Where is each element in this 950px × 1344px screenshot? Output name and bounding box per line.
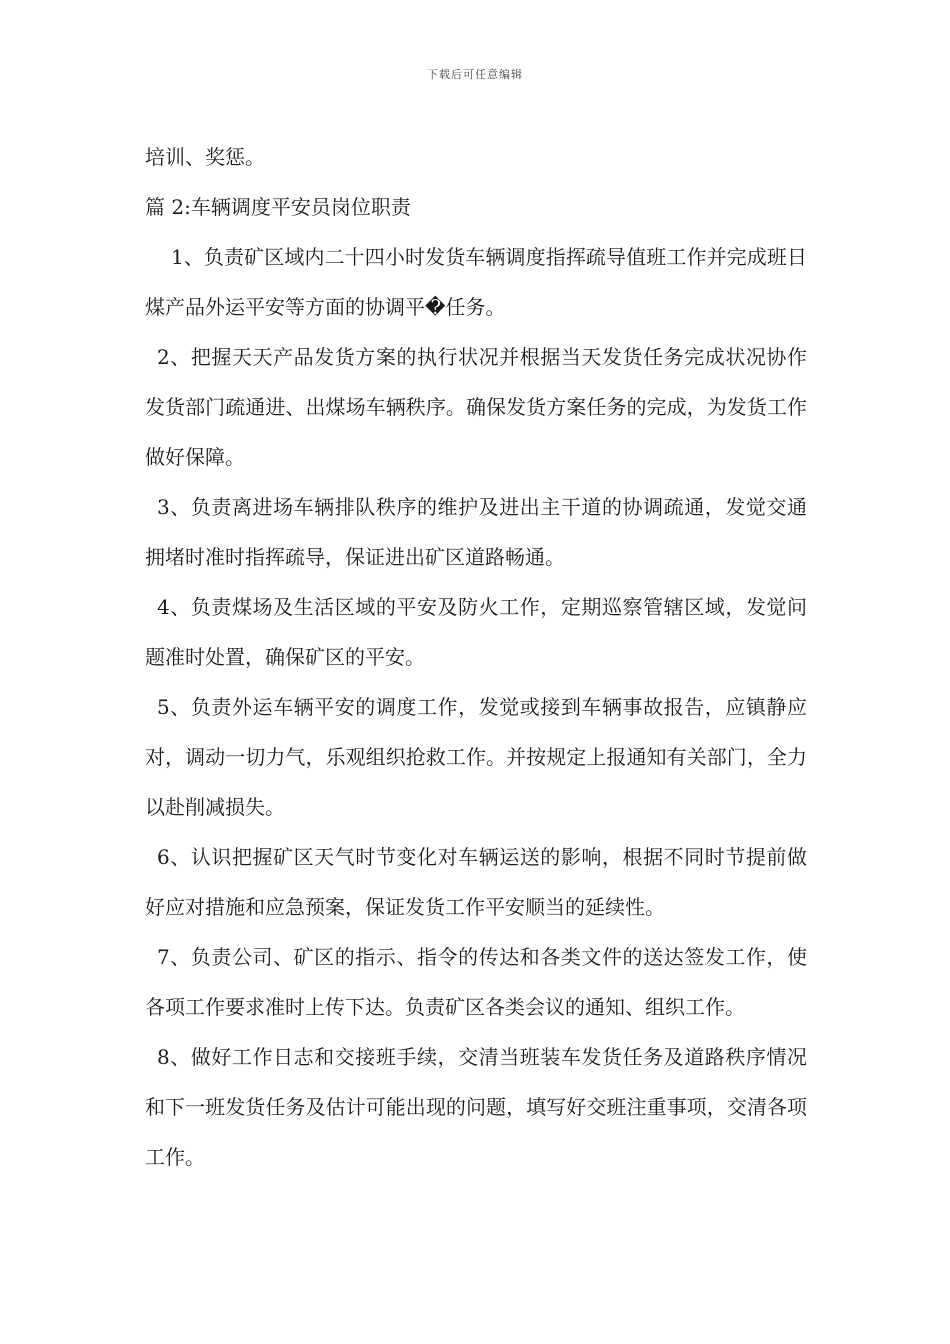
duty-item-4: 4、负责煤场及生活区域的平安及防火工作，定期巡察管辖区域，发觉问题准时处置，确保矿区的平安。 (145, 595, 807, 669)
duty-item-1: 1、负责矿区域内二十四小时发货车辆调度指挥疏导值班工作并完成班日煤产品外运平安等方面的协调平�任务。 (145, 245, 807, 319)
section-title: 篇 2:车辆调度平安员岗位职责 (145, 195, 411, 219)
lead-paragraph: 培训、奖惩。 (145, 145, 265, 169)
duty-item-6: 6、认识把握矿区天气时节变化对车辆运送的影响，根据不同时节提前做好应对措施和应急预案，保证发货工作平安顺当的延续性。 (145, 845, 807, 919)
duty-item-3: 3、负责离进场车辆排队秩序的维护及进出主干道的协调疏通，发觉交通拥堵时准时指挥疏导，保证进出矿区道路畅通。 (145, 495, 807, 569)
duty-item-7: 7、负责公司、矿区的指示、指令的传达和各类文件的送达签发工作，使各项工作要求准时上传下达。负责矿区各类会议的通知、组织工作。 (145, 945, 807, 1019)
document-body (145, 132, 807, 1182)
duty-item-8: 8、做好工作日志和交接班手续，交清当班装车发货任务及道路秩序情况和下一班发货任务及估计可能出现的问题，填写好交班注重事项，交清各项工作。 (145, 1045, 807, 1169)
duty-item-2: 2、把握天天产品发货方案的执行状况并根据当天发货任务完成状况协作发货部门疏通进、出煤场车辆秩序。确保发货方案任务的完成，为发货工作做好保障。 (145, 345, 807, 469)
page-header: 下载后可任意编辑 (427, 68, 523, 81)
duty-item-5: 5、负责外运车辆平安的调度工作，发觉或接到车辆事故报告，应镇静应对，调动一切力气，乐观组织抢救工作。并按规定上报通知有关部门，全力以赴削减损失。 (145, 695, 807, 819)
